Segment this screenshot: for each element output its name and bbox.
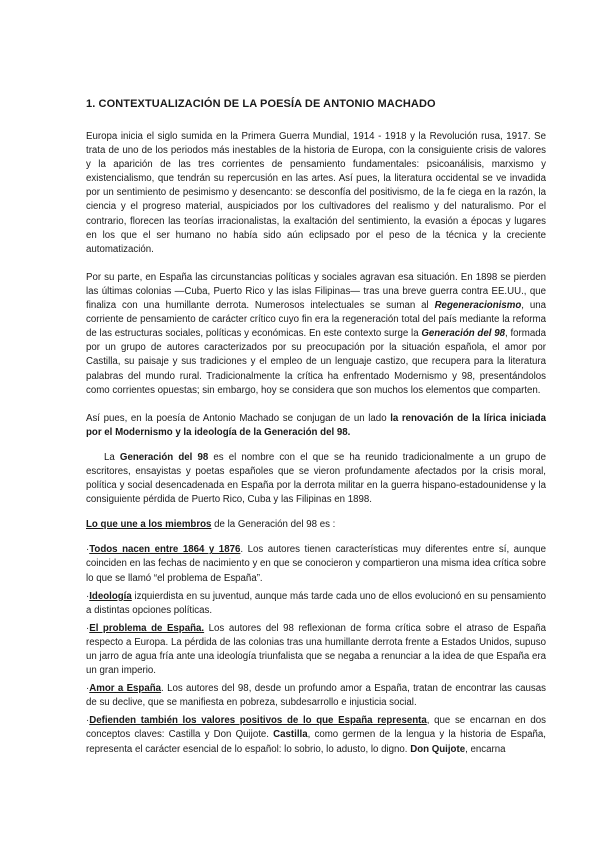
term-generacion-98: Generación del 98	[119, 451, 209, 463]
section-title: 1. CONTEXTUALIZACIÓN DE LA POESÍA DE ANTONIO MACHADO	[86, 98, 436, 110]
item-text: , que se encarnan en dos conceptos claves: Castilla y Don Quijote.	[86, 715, 546, 741]
highlight-lo-que-une: Lo que une a los miembros	[86, 519, 212, 531]
paragraph-text: de la Generación del 98 es :	[211, 519, 336, 531]
list-item	[86, 590, 546, 618]
paragraph-machado-poetry	[86, 412, 546, 440]
term-regeneracionismo: Regeneracionismo	[434, 300, 522, 312]
paragraph-text: Así pues, en la poesía de Antonio Machado se conjugan de un lado	[86, 412, 391, 424]
item-text: . Los autores tienen características muy diferentes entre sí, aunque coinciden en las fechas de nacimiento y en que se conocieron y compartieron una misma idea crítica sobre lo que se llamó “el problema de España”.	[86, 544, 546, 584]
item-text: Los autores del 98 reflexionan de forma crítica sobre el atraso de España respecto a Europa. La pérdida de las colonias tras una humillante derrota frente a Estados Unidos, supuso un jarro de agua fría ante una ideología triunfalista que se negaba a renunciar a la idea de que España era un gran imperio.	[86, 622, 546, 677]
paragraph-europe-context: Europa inicia el siglo sumida en la Primera Guerra Mundial, 1914 - 1918 y la Revolución rusa, 1917. Se trata de uno de los periodos más inestables de la historia de Europa, con la consiguiente crisis de valores y la aparición de las tres corrientes de pensamiento fundamentales: psicoanálisis, marxismo y existencialismo, que tendrán su repercusión en las artes. Así pues, la literatura occidental se ve invadida por un sentimiento de pesimismo y desencanto: se desconfía del positivismo, de la fe ciega en la razón, la ciencia y el progreso material, auspiciados por los cultivadores del realismo y del naturalismo. Por el contrario, florecen las teorías irracionalistas, la exaltación del sentimiento, la evasión a épocas y lugares en los que el ser humano no había sido aún eclipsado por el peso de la técnica y la creciente automatización.	[86, 131, 546, 255]
item-text: , encarna	[465, 743, 506, 755]
item-heading: Ideología	[89, 590, 132, 602]
paragraph-text: Por su parte, en España las circunstancias políticas y sociales agravan esa situación. En 1898 se pierden las últimas colonias —Cuba, Puerto Rico y las islas Filipinas— tras una breve guerra contra EE.UU., que finaliza con una humillante derrota. Numerosos intelectuales se suman al	[86, 271, 546, 312]
term-don-quijote: Don Quijote	[410, 743, 466, 755]
item-heading: El problema de España.	[89, 622, 205, 634]
bullet: ·	[86, 590, 90, 602]
item-text: , como germen de la lengua y la historia de España, representa el carácter esencial de lo español: lo sobrio, lo adusto, lo digno.	[86, 729, 546, 755]
list-item	[86, 682, 546, 710]
list-item	[86, 622, 546, 678]
list-item	[86, 714, 546, 756]
bullet: ·	[86, 715, 90, 727]
paragraph-text: es el nombre con el que se ha reunido tradicionalmente a un grupo de escritores, ensayistas y poetas españoles que se vieron profundamente afectados por la crisis moral, política y social desencadenada en España por la derrota militar en la guerra hispano-estadounidense y la consiguiente pérdida de Puerto Rico, Cuba y las Filipinas en 1898.	[86, 451, 546, 506]
term-generacion-98: Generación del 98	[421, 328, 505, 340]
paragraph-generacion-definition	[86, 451, 546, 507]
paragraph-spain-context	[86, 271, 546, 398]
item-text: izquierdista en su juventud, aunque más tarde cada uno de ellos evolucionó en su pensamiento a distintas opciones políticas.	[86, 590, 546, 616]
list-item	[86, 543, 546, 585]
highlight-renovacion: la renovación de la lírica iniciada por el Modernismo y la ideología de la Generación del 98.	[86, 412, 546, 438]
document-content	[86, 97, 546, 761]
bullet: ·	[86, 683, 90, 695]
paragraph-members-intro	[86, 518, 546, 532]
item-heading: Defienden también los valores positivos de lo que España representa	[89, 715, 427, 727]
paragraph-text: , formada por un grupo de autores caracterizados por su preocupación por la situación española, el amor por Castilla, su paisaje y sus tradiciones y el empleo de un lenguaje castizo, que recupera para la literatura palabras del mundo rural. Tradicionalmente la crítica ha enfrentado Modernismo y 98, presentándolos como corrientes opuestas; sin embargo, hoy se considera que son muchos los elementos que comparten.	[86, 328, 546, 396]
paragraph-text: La	[104, 451, 120, 463]
item-text: . Los autores del 98, desde un profundo amor a España, tratan de encontrar las causas de su declive, que se manifiesta en pobreza, subdesarrollo e injusticia social.	[86, 683, 546, 709]
paragraph-text: , una corriente de pensamiento de carácter crítico cuyo fin era la regeneración total del país mediante la reforma de las estructuras sociales, políticas y económicas. En este contexto surge la	[86, 300, 546, 340]
bullet: ·	[86, 544, 90, 556]
bullet: ·	[86, 622, 90, 634]
term-castilla: Castilla	[273, 729, 308, 741]
item-heading: Amor a España	[89, 683, 162, 695]
item-heading: Todos nacen entre 1864 y 1876	[89, 544, 241, 556]
